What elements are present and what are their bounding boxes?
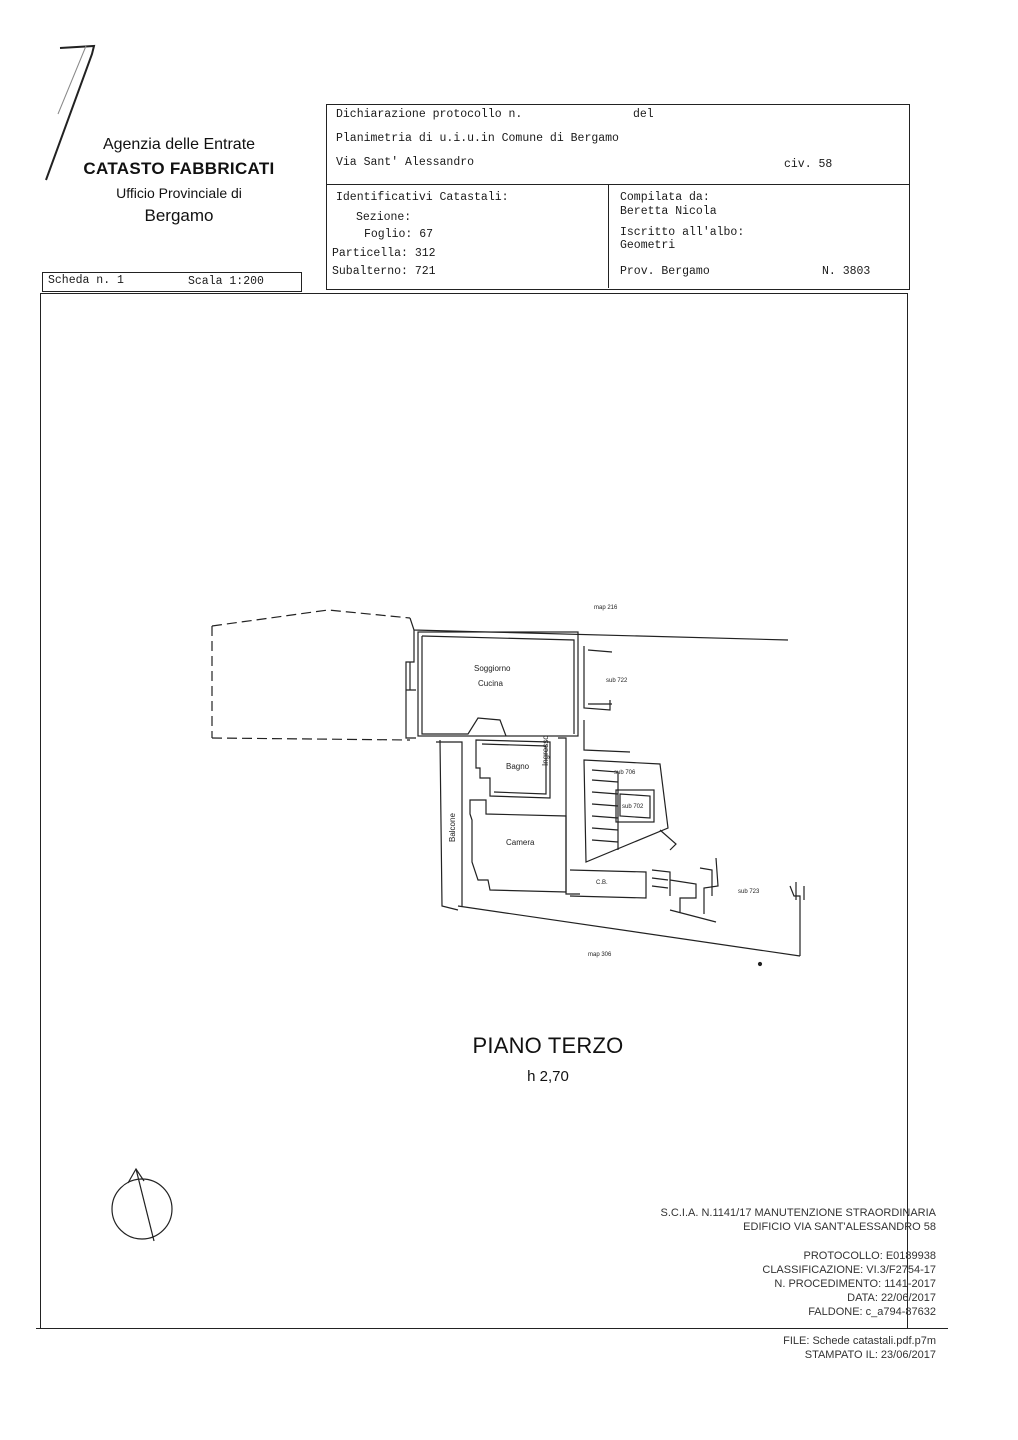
agency-city: Bergamo <box>144 206 214 225</box>
stamp-building: EDIFICIO VIA SANT'ALESSANDRO 58 <box>743 1221 936 1233</box>
stamp-procedure: N. PROCEDIMENTO: 1141-2017 <box>774 1278 936 1290</box>
compiler-name: Beretta Nicola <box>620 205 717 218</box>
agency-name: Agenzia delle Entrate <box>102 136 256 153</box>
plan-municipality: Planimetria di u.i.u.in Comune di Bergamo <box>336 132 619 145</box>
label-sub-702: sub 702 <box>622 804 644 810</box>
frame-bottom-line <box>36 1328 948 1329</box>
room-living: Soggiorno <box>474 664 511 673</box>
register-title: Iscritto all'albo: <box>620 226 745 239</box>
identifier-sub: Subalterno: 721 <box>332 265 436 278</box>
sheet-scale: Scala 1:200 <box>188 275 264 288</box>
sheet-number: Scheda n. 1 <box>48 274 124 287</box>
stamp-printed: STAMPATO IL: 23/06/2017 <box>804 1349 936 1361</box>
declaration-label: Dichiarazione protocollo n. <box>336 108 523 121</box>
north-arrow-icon <box>108 1165 180 1245</box>
room-entrance: Ingresso <box>541 735 550 766</box>
header-column-divider <box>608 185 609 288</box>
label-sub-706: sub 706 <box>614 770 636 776</box>
room-kitchen: Cucina <box>478 679 503 688</box>
floor-plan-drawing <box>200 600 820 980</box>
address: Via Sant' Alessandro <box>336 156 475 169</box>
label-sub-723: sub 723 <box>738 889 760 895</box>
stamp-classification: CLASSIFICAZIONE: VI.3/F2754-17 <box>762 1264 936 1276</box>
identifier-sheet: Foglio: 67 <box>364 228 434 241</box>
stamp-scia: S.C.I.A. N.1141/17 MANUTENZIONE STRAORDINARIA <box>660 1207 936 1219</box>
floor-height: h 2,70 <box>527 1068 569 1085</box>
stamp-folder: FALDONE: c_a794-87632 <box>808 1306 936 1318</box>
stamp-protocol: PROTOCOLLO: E0189938 <box>803 1250 936 1262</box>
label-sub-722: sub 722 <box>606 678 628 684</box>
agency-department: CATASTO FABBRICATI <box>83 159 275 178</box>
room-bedroom: Camera <box>506 838 535 847</box>
compiler-province: Prov. Bergamo <box>620 265 710 278</box>
stamp-file: FILE: Schede catastali.pdf.p7m <box>783 1335 936 1347</box>
identifiers-title: Identificativi Catastali: <box>336 191 509 204</box>
label-map-216: map 216 <box>594 605 618 611</box>
civic-number: civ. 58 <box>784 158 833 171</box>
header-divider <box>326 184 910 185</box>
agency-block <box>64 0 294 240</box>
floor-title: PIANO TERZO <box>472 1033 624 1058</box>
room-balcony: Balcone <box>448 813 457 842</box>
room-bath: Bagno <box>506 762 530 771</box>
label-map-306: map 306 <box>588 952 612 958</box>
stamp-date: DATA: 22/06/2017 <box>847 1292 936 1304</box>
label-cb: C.B. <box>596 880 608 886</box>
compiler-title: Compilata da: <box>620 191 710 204</box>
identifier-section: Sezione: <box>356 211 412 224</box>
compiler-number: N. 3803 <box>822 265 871 278</box>
identifier-parcel: Particella: 312 <box>332 247 436 260</box>
register-value: Geometri <box>620 239 676 252</box>
declaration-del: del <box>633 108 654 121</box>
agency-office: Ufficio Provinciale di <box>116 185 242 201</box>
